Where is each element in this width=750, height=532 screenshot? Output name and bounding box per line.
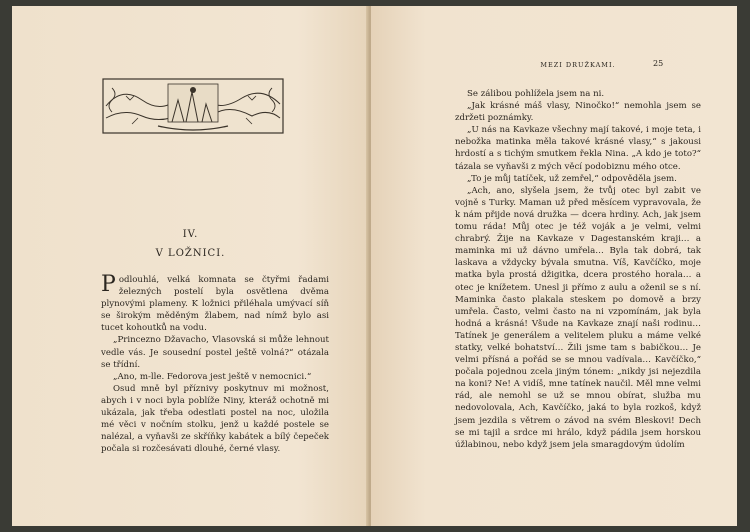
- paragraph: „Ach, ano, slyšela jsem, že tvůj otec byl zabit ve vojně s Turky. Maman už před měsícem vypravovala, že k nám přijde nová družka — dcera hrdiny. Ach, jak jsem tomu ráda! Můj otec je též voják a je velmi, velmi chrabrý. Žije na Kavkaze v Dagestanském kraji… a maminka mi už dávno umřela… Byla tak dobrá, tak laskava a vždycky bývala smutna. Víš, Kavčíčko, moje matka byla prostá džigitka, dcera prostého horala… a otec je knížetem. Unesl ji přímo z aulu a oženil se s ní. Maminka často plakala steskem po domově a brzy umřela. Často, velmi často na ni vzpomínám, jak byla hodná a krásná! Všude na Kavkaze znají naši rodinu… Tatínek je generálem a velitelem pluku a máme velké statky, velké bohatství… Žili jsme tam s babičkou… Je velmi přísná a pořád se se mnou vadívala… Kavčíčko,“ počala pojednou zcela jiným tónem: „nikdy jsi nejezdila na koni? Ne! A vidíš, mne tatínek naučil. Měl mne velmi rád, ale nemohl se už se mnou obírat, služba mu nedovolovala, Ach, Kavčíčko, jaká to byla rozkoš, když jsem jezdila s větrem o závod na svém Bleskovi! Dech se mi tajil a srdce mi hrálo, když pádila jsem horskou úžlabinou, nebo když jsem jela smaragdovým údolím: [455, 185, 701, 450]
- right-page-text: [455, 88, 701, 451]
- left-page-text: [101, 274, 329, 455]
- page-number: 25: [653, 59, 664, 68]
- paragraph: Podlouhlá, velká komnata se čtyřmi řadami železných postelí byla osvětlena dvěma plynovými plameny. K ložnici přiléhala umývací síň se širokým měděným žlabem, nad nímž bylo asi tucet kohoutků na vodu.: [101, 272, 329, 334]
- paragraph: „Jak krásné máš vlasy, Ninočko!“ nemohla jsem se zdržeti poznámky.: [455, 101, 701, 124]
- paragraph: „Ano, m-lle. Fedorova jest ještě v nemocnici.“: [113, 371, 312, 382]
- drop-cap: P: [101, 272, 116, 297]
- left-page: [12, 6, 369, 526]
- paragraph: „To je můj tatíček, už zemřel,“ odpověděla jsem.: [467, 173, 677, 184]
- right-page: [371, 6, 737, 526]
- paragraph: „U nás na Kavkaze všechny mají takové, i moje teta, i nebožka matinka měla takové krásné vlasy,“ s jakousi hrdostí a s tichým smutkem řekla Nina. „A kdo je toto?“ tázala se vyňavši z mých věcí podobiznu mého otce.: [455, 125, 701, 172]
- running-head: MEZI DRUŽKAMI.: [540, 61, 616, 69]
- chapter-ornament-illustration: [102, 78, 284, 134]
- paragraph: „Princezno Džavacho, Vlasovská si může lehnout vedle vás. Je sousední postel ještě volná?“ otázala se třídní.: [101, 335, 329, 370]
- chapter-title: V LOŽNICI.: [155, 248, 226, 259]
- chapter-number: IV.: [182, 229, 199, 240]
- paragraph: Osud mně byl příznivy poskytnuv mi možnost, abych i v noci byla poblíže Niny, kteráž ochotně mi ukázala, jak třeba odestlati postel na noc, uložila mé věci v nočním stolku, jenž u každé postele se nalézal, a vyňavši ze skříňky kabátek a bílý čepeček počala si rozčesávati dlouhé, černé vlasy.: [101, 383, 329, 455]
- paragraph: Se zálibou pohlížela jsem na ni.: [467, 89, 605, 99]
